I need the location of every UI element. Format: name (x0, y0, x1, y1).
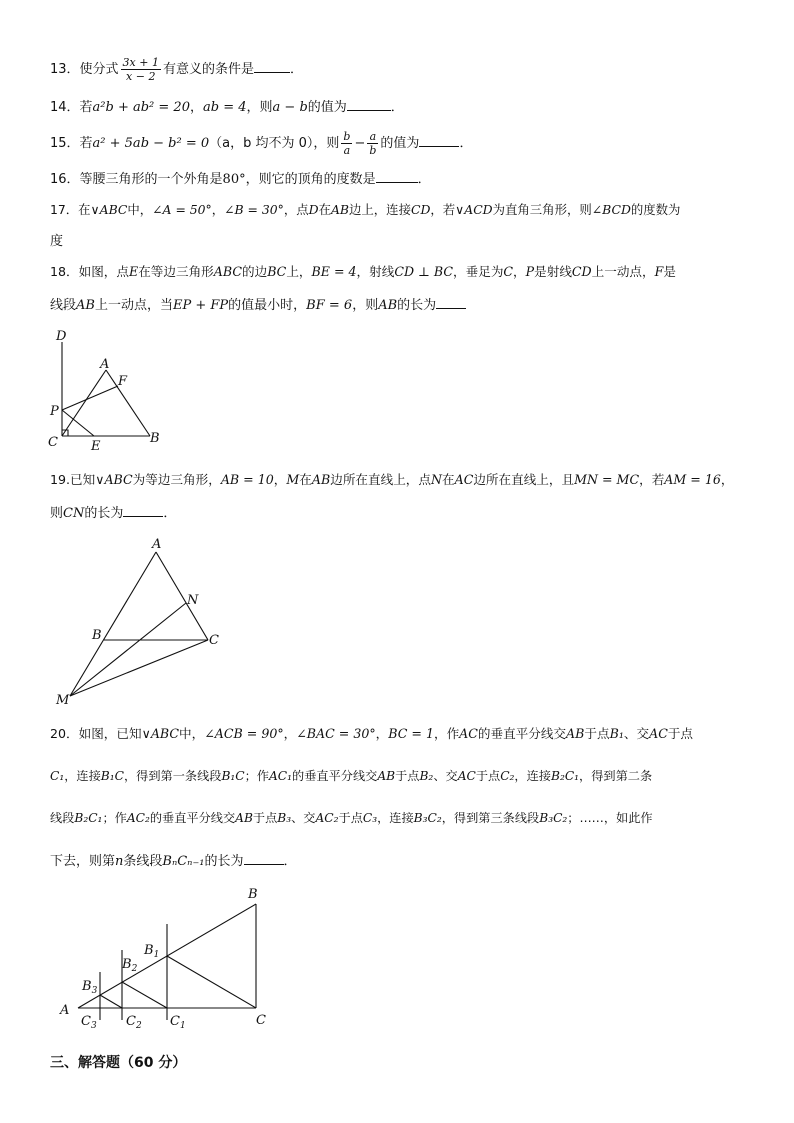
question-16: 16．等腰三角形的一个外角是80°，则它的顶角的度数是 ． (50, 168, 431, 190)
section-3-title: 三、解答题（60 分） (50, 1055, 187, 1071)
segment-ca (62, 370, 106, 436)
label-p: P (50, 404, 59, 419)
label-b: B (92, 628, 102, 643)
label-b: B (248, 887, 258, 902)
segment-mc (70, 640, 208, 696)
answer-blank-18[interactable] (436, 294, 466, 309)
segment-am (70, 552, 156, 696)
segment-mn (70, 603, 186, 696)
question-13: 13．使分式 $\frac{3x + 1}{x - 2}$ 有意义的条件是 ． (50, 56, 303, 83)
question-20: 20．如图，已知∨ABC中，∠ACB = 90°，∠BAC = 30°，BC = 1，作AC的垂直平分线交AB于点B₁、交AC于点 (50, 726, 694, 741)
figure-19 (46, 536, 236, 708)
label-c: C (256, 1013, 266, 1028)
question-15: 15．若a² + 5ab − b² = 0（a，b 均不为 0），则 $\frac{b}{a}$ − $\frac{a}{b}$ 的值为 ． (50, 130, 473, 157)
label-m: M (56, 693, 70, 708)
label-a: A (152, 537, 162, 552)
label-b1: $B_1$ (144, 943, 160, 960)
question-19-cont: 则CN的长为 ． (50, 502, 176, 524)
label-n: N (187, 593, 199, 608)
segment-ac (156, 552, 208, 640)
segment-ab (106, 370, 150, 436)
label-f: F (118, 374, 128, 389)
answer-blank-16[interactable] (376, 168, 418, 183)
label-b2: $B_2$ (122, 957, 138, 974)
question-14: 14．若a²b + ab² = 20，ab = 4，则a − b的值为 ． (50, 96, 404, 118)
figure-18 (40, 326, 180, 456)
label-e: E (91, 439, 101, 454)
answer-blank-13[interactable] (254, 58, 290, 73)
question-17-cont: 度 (50, 234, 64, 249)
label-c1: $C_1$ (170, 1014, 186, 1031)
segment-b2c1 (122, 982, 167, 1008)
fraction-a-over-b: $\frac{a}{b}$ (369, 130, 377, 157)
label-b: B (150, 431, 160, 446)
question-18-cont: 线段AB上一动点，当EP + FP的值最小时，BF = 6，则AB的长为 (50, 294, 466, 316)
question-17: 17．在∨ABC中，∠A = 50°，∠B = 30°，点D在AB边上，连接CD，若∨ACD为直角三角形，则∠BCD的度数为 (50, 202, 681, 217)
question-20-line3: 线段B₂C₁；作AC₂的垂直平分线交AB于点B₃、交AC₂于点C₃，连接B₃C₂，得到第三条线段B₃C₂；……，如此作 (50, 811, 653, 825)
label-b3: $B_3$ (82, 979, 98, 996)
question-20-line4: 下去，则第n条线段BₙCₙ₋₁的长为 ． (50, 850, 297, 872)
segment-pe (62, 410, 94, 436)
answer-blank-14[interactable] (347, 96, 391, 111)
label-d: D (56, 329, 67, 344)
label-a: A (60, 1003, 70, 1018)
label-a: A (100, 357, 110, 372)
answer-blank-15[interactable] (419, 132, 459, 147)
answer-blank-19[interactable] (123, 502, 163, 517)
fraction-b-over-a: $\frac{b}{a}$ (343, 130, 351, 157)
fraction-13: $\frac{3x + 1}{x - 2}$ (122, 56, 159, 83)
label-c2: $C_2$ (126, 1014, 142, 1031)
question-19: 19.已知∨ABC为等边三角形，AB = 10，M在AB边所在直线上，点N在AC边所在直线上，且MN = MC，若AM = 16， (50, 472, 734, 487)
answer-blank-20[interactable] (244, 850, 284, 865)
question-20-line2: C₁，连接B₁C，得到第一条线段B₁C；作AC₁的垂直平分线交AB于点B₂、交AC于点C₂，连接B₂C₁，得到第二条 (50, 769, 653, 783)
label-c: C (48, 435, 58, 450)
segment-b1c (167, 956, 256, 1008)
segment-b3c2 (100, 995, 122, 1008)
question-18: 18．如图，点E在等边三角形ABC的边BC上，BE = 4，射线CD ⊥ BC，垂足为C，P是射线CD上一动点，F是 (50, 264, 676, 279)
segment-pf (62, 386, 118, 410)
label-c3: $C_3$ (81, 1014, 97, 1031)
figure-20 (54, 880, 284, 1040)
label-c: C (209, 633, 219, 648)
